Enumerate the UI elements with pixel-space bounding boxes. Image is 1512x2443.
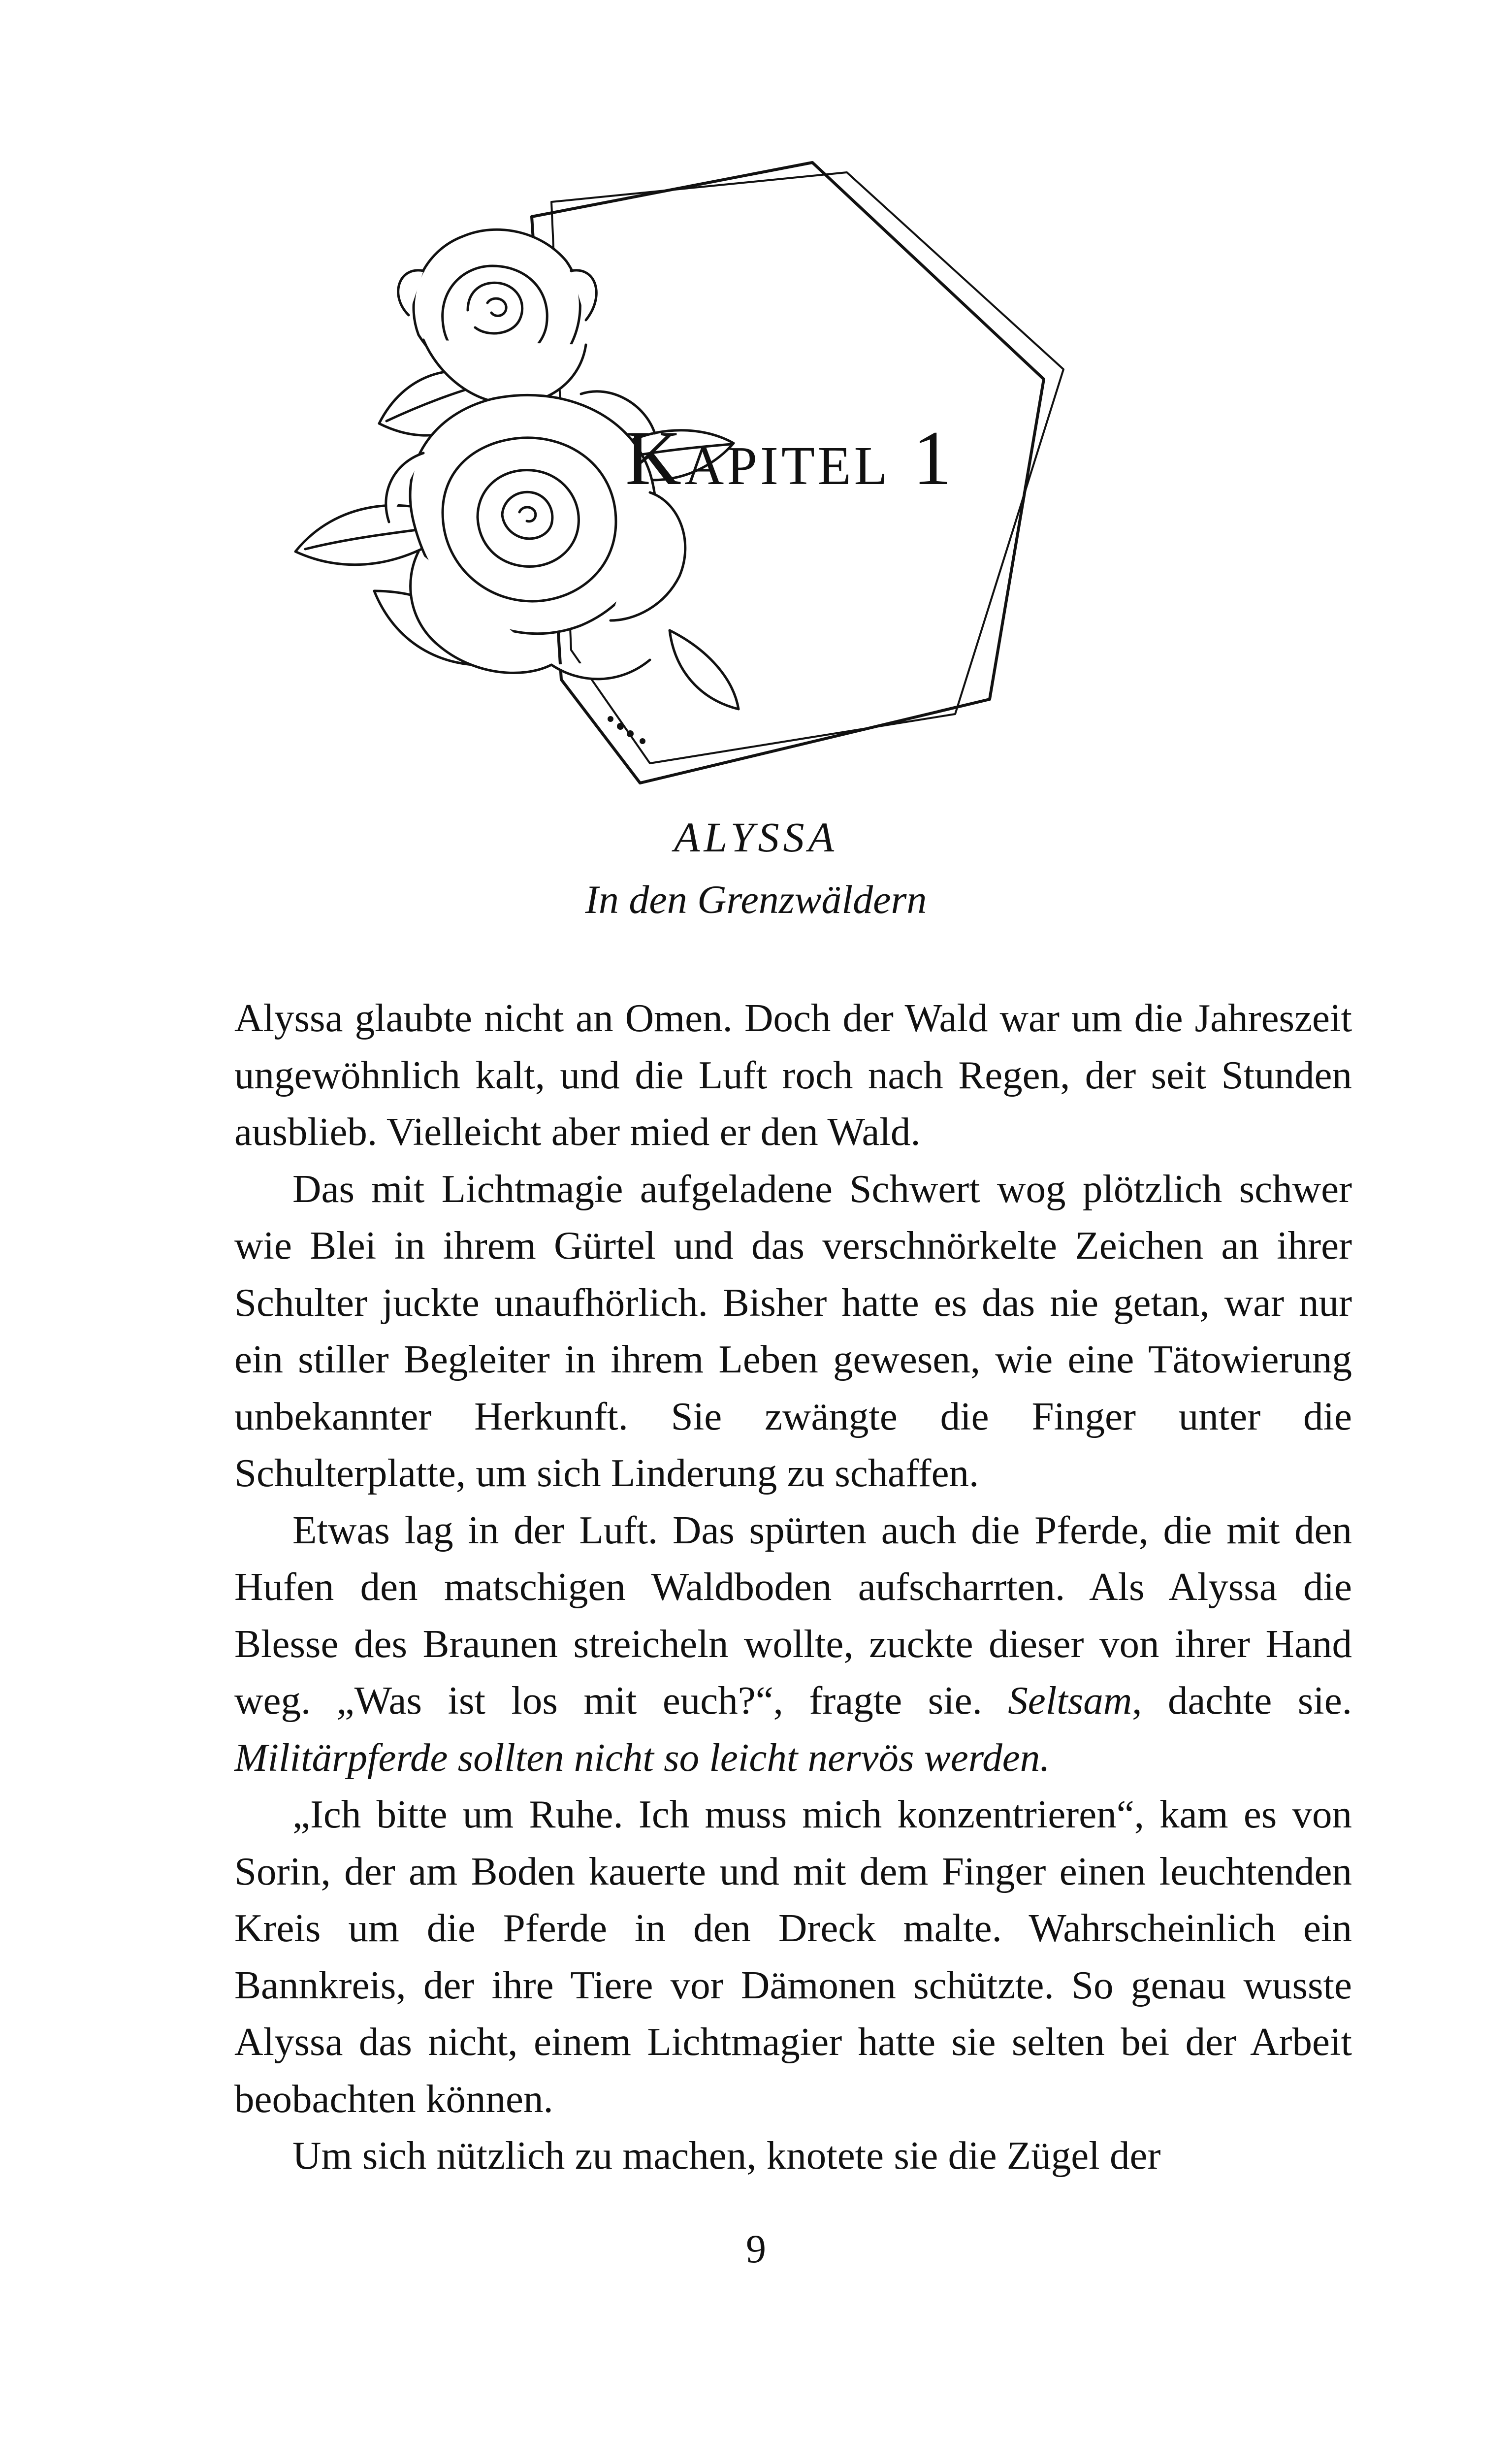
chapter-title: Kapitel 1 — [625, 415, 955, 501]
chapter-body — [234, 990, 1352, 2184]
pov-character: ALYSSA — [674, 814, 838, 861]
text-run: Um sich nützlich zu machen, knotete sie die Zügel der — [292, 2133, 1161, 2178]
chapter-location: In den Grenzwäldern — [585, 877, 927, 922]
paragraph — [234, 1161, 1352, 1502]
paragraph — [234, 1502, 1352, 1787]
paragraph — [234, 1786, 1352, 2127]
italic-text: Militärpferde sollten nicht so leicht nervös werden. — [234, 1735, 1050, 1780]
text-run: Alyssa glaubte nicht an Omen. Doch der Wald war um die Jahreszeit ungewöhnlich kalt, und die Luft roch nach Regen, der seit Stunden ausblieb. Vielleicht aber mied er den Wald. — [234, 996, 1352, 1154]
text-run: , dachte sie. — [1132, 1678, 1352, 1723]
page-number: 9 — [746, 2226, 766, 2271]
paragraph — [234, 990, 1352, 1161]
text-run: Das mit Lichtmagie aufgeladene Schwert wog plötzlich schwer wie Blei in ihrem Gürtel und das verschnörkelte Zeichen an ihrer Schulter juckte unaufhörlich. Bisher hatte es das nie getan, war nur ein stiller Begleiter in ihrem Leben gewesen, wie eine Tätowierung unbekannter Herkunft. Sie zwängte die Finger unter die Schulterplatte, um sich Linderung zu schaffen. — [234, 1166, 1352, 1495]
text-run: „Ich bitte um Ruhe. Ich muss mich konzentrieren“, kam es von Sorin, der am Boden kauerte und mit dem Finger einen leuchtenden Kreis um die Pferde in den Dreck malte. Wahrscheinlich ein Bannkreis, der ihre Tiere vor Dämonen schützte. So genau wusste Alyssa das nicht, einem Lichtmagier hatte sie selten bei der Arbeit beobachten können. — [234, 1792, 1352, 2121]
text-run: Etwas lag in der Luft. Das spürten auch die Pferde, die mit den Hufen den matschigen Waldboden aufscharrten. Als Alyssa die Blesse des Braunen streicheln wollte, zuckte dieser von ihrer Hand weg. „Was ist los mit euch?“, fragte sie. — [234, 1507, 1352, 1723]
italic-text: Seltsam — [1008, 1678, 1132, 1723]
paragraph — [234, 2127, 1352, 2184]
